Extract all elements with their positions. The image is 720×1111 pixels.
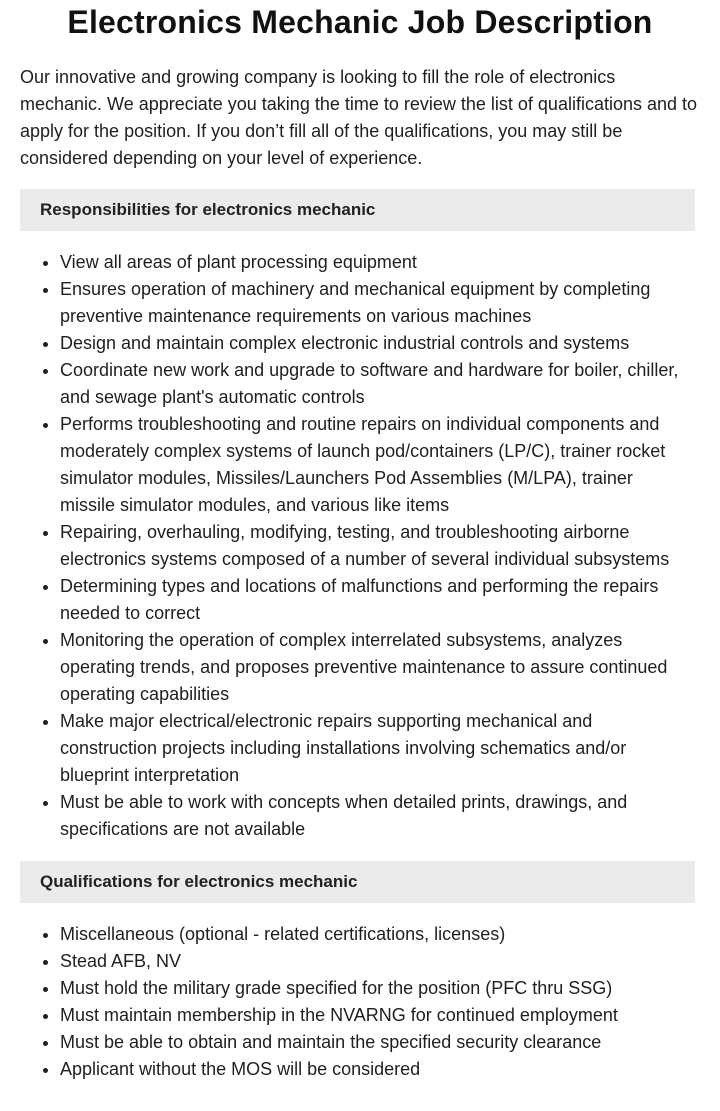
responsibilities-list xyxy=(20,249,690,843)
list-item: • Coordinate new work and upgrade to software and hardware for boiler, chiller, and sewage plant's automatic controls xyxy=(60,357,690,411)
list-item: • View all areas of plant processing equipment xyxy=(60,249,690,276)
qualifications-heading-label: Qualifications for electronics mechanic xyxy=(40,872,358,891)
list-item: • Performs troubleshooting and routine repairs on individual components and moderately complex systems of launch pod/containers (LP/C), trainer rocket simulator modules, Missiles/Launchers Pod Assemblies (M/LPA), trainer missile simulator modules, and various like items xyxy=(60,411,690,519)
qualifications-list xyxy=(20,921,690,1083)
list-item: • Must be able to obtain and maintain the specified security clearance xyxy=(60,1029,690,1056)
qualifications-heading xyxy=(20,861,695,903)
intro-paragraph: Our innovative and growing company is looking to fill the role of electronics mechanic. We appreciate you taking the time to review the list of qualifications and to apply for the position. If you don’t fill all of the qualifications, you may still be considered depending on your level of experience. xyxy=(20,67,698,168)
list-item: • Design and maintain complex electronic industrial controls and systems xyxy=(60,330,690,357)
list-item: • Make major electrical/electronic repairs supporting mechanical and construction projects including installations involving schematics and/or blueprint interpretation xyxy=(60,708,690,789)
list-item: • Ensures operation of machinery and mechanical equipment by completing preventive maintenance requirements on various machines xyxy=(60,276,690,330)
list-item: • Miscellaneous (optional - related certifications, licenses) xyxy=(60,921,690,948)
list-item: • Applicant without the MOS will be considered xyxy=(60,1056,690,1083)
list-item: • Determining types and locations of malfunctions and performing the repairs needed to correct xyxy=(60,573,690,627)
list-item: • Monitoring the operation of complex interrelated subsystems, analyzes operating trends, and proposes preventive maintenance to assure continued operating capabilities xyxy=(60,627,690,708)
list-item: • Must be able to work with concepts when detailed prints, drawings, and specifications are not available xyxy=(60,789,690,843)
page-title: Electronics Mechanic Job Description xyxy=(67,4,653,40)
list-item: • Repairing, overhauling, modifying, testing, and troubleshooting airborne electronics systems composed of a number of several individual subsystems xyxy=(60,519,690,573)
list-item: • Must maintain membership in the NVARNG for continued employment xyxy=(60,1002,690,1029)
list-item: • Must hold the military grade specified for the position (PFC thru SSG) xyxy=(60,975,690,1002)
responsibilities-heading-label: Responsibilities for electronics mechanic xyxy=(40,200,376,219)
list-item: • Stead AFB, NV xyxy=(60,948,690,975)
responsibilities-heading xyxy=(20,189,695,231)
